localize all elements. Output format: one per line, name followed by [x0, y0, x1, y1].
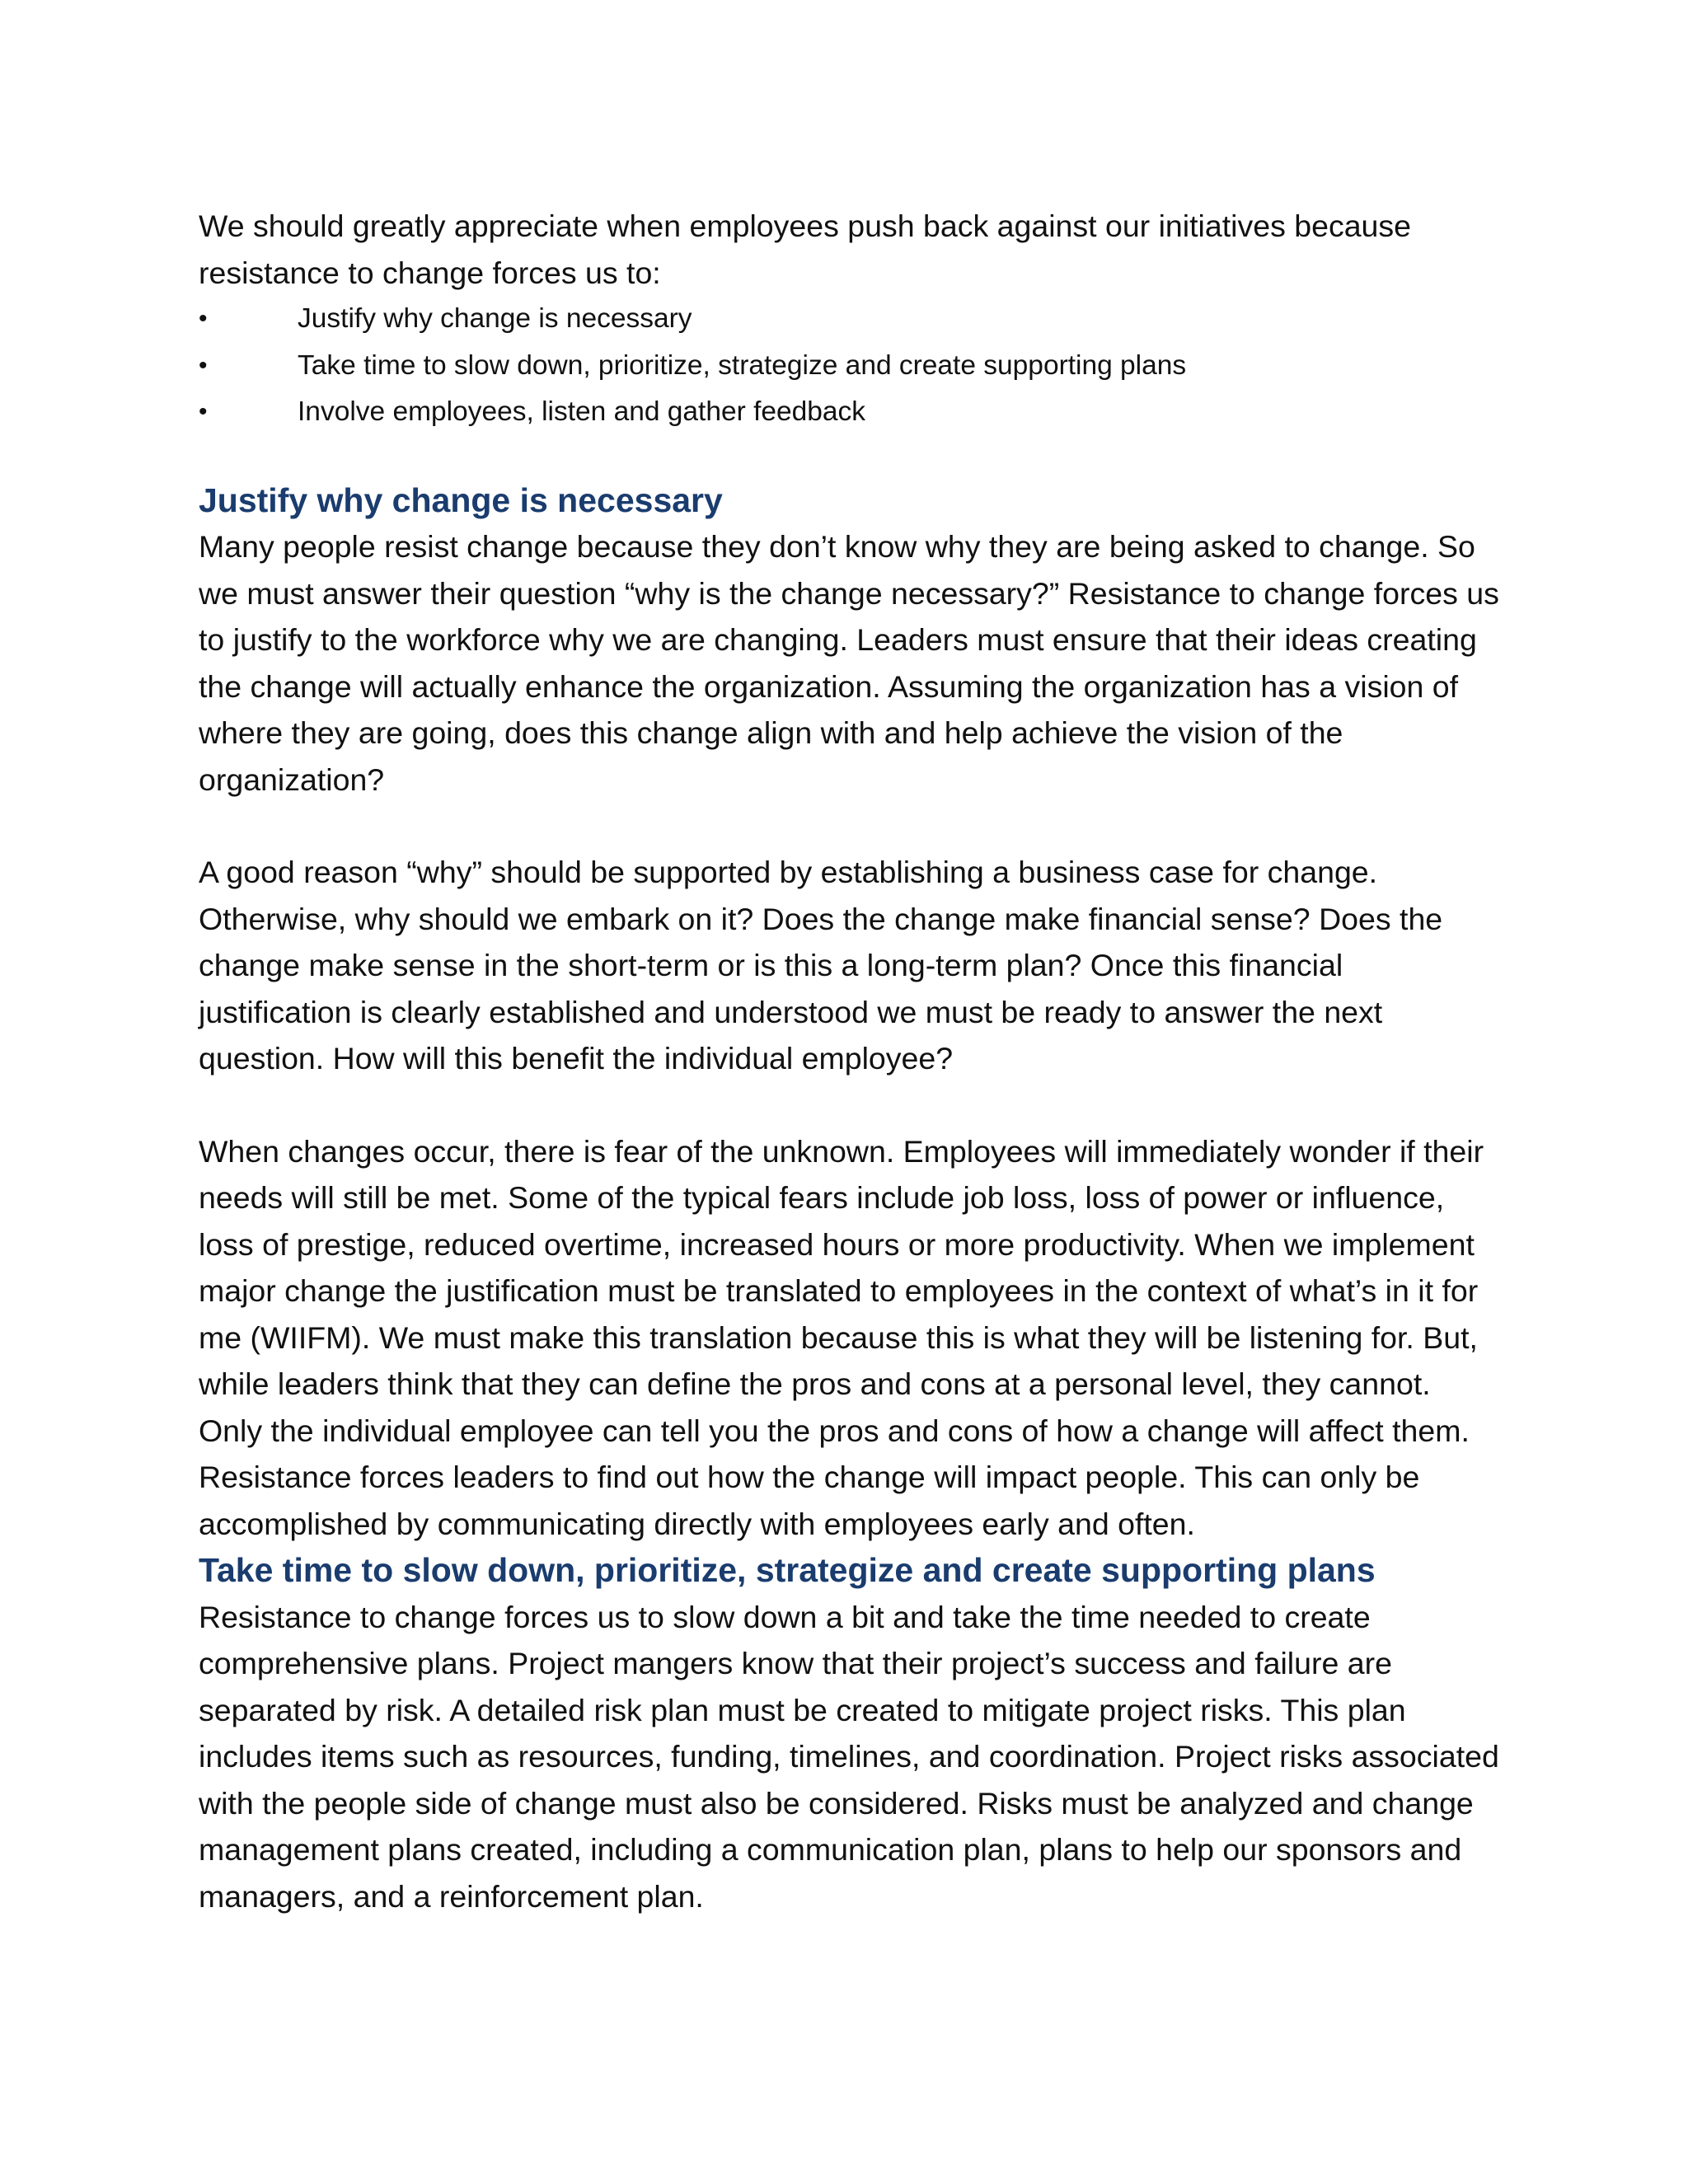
list-item [199, 389, 1501, 436]
section-heading-slow-down: Take time to slow down, prioritize, strategize and create supporting plans [199, 1551, 1376, 1589]
body-paragraph: When changes occur, there is fear of the unknown. Employees will immediately wonder if their needs will still be met. Some of the typical fears include job loss, loss of power or influence, loss of prestige, reduced overtime, increased hours or more productivity. When we implement major change the justification must be translated to employees in the context of what’s in it for me (WIIFM). We must make this translation because this is what they will be listening for. But, while leaders think that they can define the pros and cons at a personal level, they cannot. Only the individual employee can tell you the pros and cons of how a change will affect them. Resistance forces leaders to find out how the change will impact people. This can only be accomplished by communicating directly with employees early and often. [199, 1133, 1484, 1541]
list-item-text: Justify why change is necessary [298, 303, 692, 334]
document-page [199, 203, 1501, 1919]
list-item [199, 343, 1501, 390]
list-item-text: Take time to slow down, prioritize, strategize and create supporting plans [298, 349, 1187, 381]
body-paragraph: A good reason “why” should be supported by establishing a business case for change. Otherwise, why should we embark on it? Does the change make financial sense? Does the change make sense in the short-term or is this a long-term plan? Once this financial justification is clearly established and understood we must be ready to answer the next question. How will this benefit the individual employee? [199, 855, 1443, 1076]
paragraph-spacer [199, 1082, 1501, 1128]
bullet-icon: • [199, 305, 208, 332]
bullet-icon: • [199, 398, 208, 425]
paragraph-spacer [199, 803, 1501, 849]
body-paragraph: Resistance to change forces us to slow down a bit and take the time needed to create comprehensive plans. Project mangers know that their project’s success and failure are separated by risk. A detailed risk plan must be created to mitigate project risks. This plan includes items such as resources, funding, timelines, and coordination. Project risks associated with the people side of change must also be considered. Risks must be analyzed and change management plans created, including a communication plan, plans to help our sponsors and managers, and a reinforcement plan. [199, 1599, 1499, 1914]
list-item [199, 296, 1501, 343]
body-paragraph: Many people resist change because they don’t know why they are being asked to change. So we must answer their question “why is the change necessary?” Resistance to change forces us to justify to the workforce why we are changing. Leaders must ensure that their ideas creating the change will actually enhance the organization. Assuming the organization has a vision of where they are going, does this change align with and help achieve the vision of the organization? [199, 529, 1499, 797]
intro-paragraph: We should greatly appreciate when employees push back against our initiatives because resistance to change forces us to: [199, 209, 1412, 290]
section-heading-justify: Justify why change is necessary [199, 480, 723, 519]
list-item-text: Involve employees, listen and gather feedback [298, 396, 866, 427]
bullet-icon: • [199, 351, 208, 379]
bullet-list [199, 296, 1501, 436]
